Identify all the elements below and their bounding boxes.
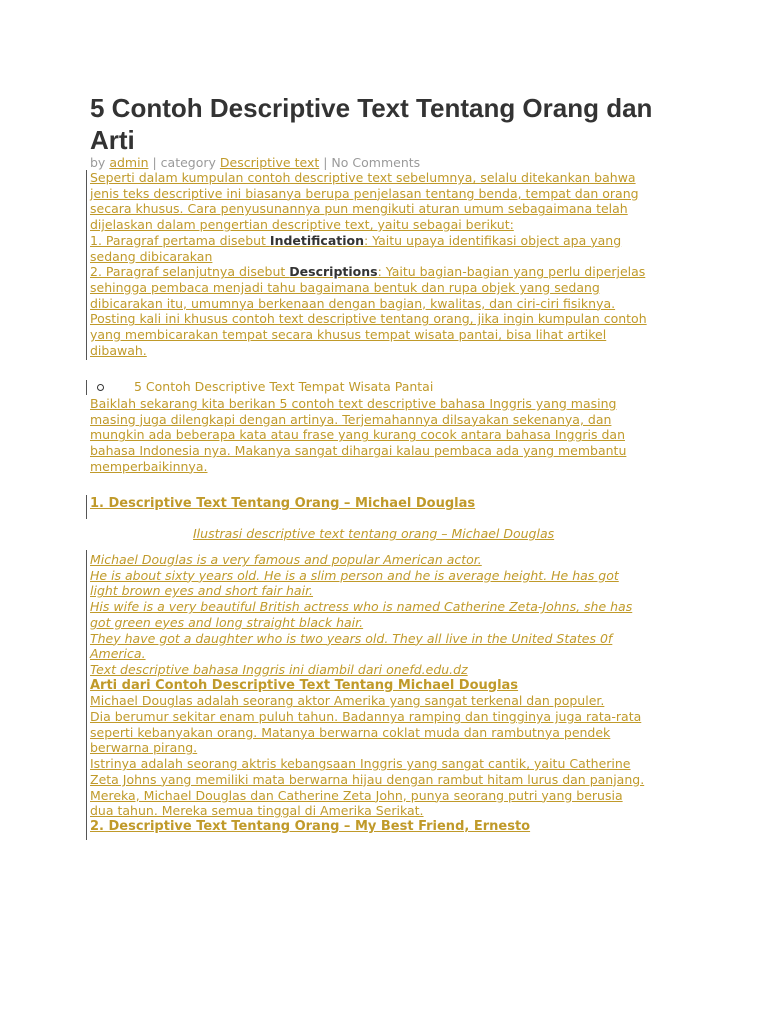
english-line-2[interactable]: He is about sixty years old. He is a slim person and he is average height. He has got xyxy=(90,567,619,583)
section2-heading[interactable]: 2. Descriptive Text Tentang Orang – My Best Friend, Ernesto xyxy=(90,818,531,834)
item1-prefix: 1. Paragraf pertama disebut xyxy=(90,232,270,248)
english-line-5[interactable]: got green eyes and long straight black hair. xyxy=(90,614,364,630)
indonesian-line-5[interactable]: Istrinya adalah seorang aktris kebangsaan Inggris yang sangat cantik, yaitu Catherine xyxy=(90,756,631,772)
bullet-circle-icon xyxy=(97,384,104,391)
image-caption[interactable]: Ilustrasi descriptive text tentang orang – Michael Douglas xyxy=(193,526,555,541)
closing-line-2[interactable]: yang membicarakan tempat secara khusus tempat wisata pantai, bisa lihat artikel xyxy=(90,327,607,343)
indonesian-line-8[interactable]: dua tahun. Mereka semua tinggal di Amerika Serikat. xyxy=(90,803,424,819)
author-link[interactable]: admin xyxy=(109,155,149,170)
indonesian-line-3[interactable]: seperti kebanyakan orang. Matanya berwarna coklat muda dan rambutnya pendek xyxy=(90,724,611,740)
lead-line-3[interactable]: mungkin ada beberapa kata atau frase yang kurang cocok antara bahasa Inggris dan xyxy=(90,427,625,443)
intro-line-3[interactable]: secara khusus. Cara penyusunannya pun mengikuti aturan umum sebagaimana telah xyxy=(90,201,628,217)
paragraph-item-2-line-3[interactable]: dibicarakan itu, umumnya berkenaan dengan bagian, kwalitas, dan ciri-ciri fisiknya. xyxy=(90,295,616,311)
item1-bold-term: Indetification xyxy=(269,232,365,248)
arti-heading[interactable]: Arti dari Contoh Descriptive Text Tentang Michael Douglas xyxy=(90,677,519,693)
lead-line-2[interactable]: masing juga dilengkapi dengan artinya. Terjemahannya dilsayakan sekenanya, dan xyxy=(90,411,612,427)
meta-comments: | No Comments xyxy=(323,155,421,170)
indonesian-line-4[interactable]: berwarna pirang. xyxy=(90,740,198,756)
intro-line-1[interactable]: Seperti dalam kumpulan contoh descriptive text sebelumnya, selalu ditekankan bahwa xyxy=(90,170,636,185)
indonesian-line-7[interactable]: Mereka, Michael Douglas dan Catherine Zeta John, punya seorang putri yang berusia xyxy=(90,787,623,803)
post-meta xyxy=(90,155,420,171)
english-line-6[interactable]: They have got a daughter who is two years old. They all live in the United States 0f xyxy=(90,630,613,646)
category-link[interactable]: Descriptive text xyxy=(219,155,320,170)
english-line-4[interactable]: His wife is a very beautiful British actress who is named Catherine Zeta-Johns, she has xyxy=(90,599,633,615)
page-title: 5 Contoh Descriptive Text Tentang Orang dan Arti xyxy=(90,93,653,155)
section1-body xyxy=(90,552,690,835)
section1-heading-block xyxy=(90,496,690,512)
intro-line-2[interactable]: jenis teks descriptive ini biasanya berupa penjelasan tentang benda, tempat dan orang xyxy=(90,185,639,201)
meta-category-label: | category xyxy=(152,155,216,170)
related-article-link[interactable]: 5 Contoh Descriptive Text Tempat Wisata Pantai xyxy=(134,379,434,394)
item1-suffix: : Yaitu upaya identifikasi object apa yang xyxy=(364,232,622,248)
intro-block xyxy=(90,170,690,358)
quote-bar-body xyxy=(86,550,87,840)
item2-suffix: : Yaitu bagian-bagian yang perlu diperjelas xyxy=(377,264,646,280)
closing-line-3[interactable]: dibawah. xyxy=(90,342,147,358)
related-article-item xyxy=(97,379,433,395)
paragraph-item-2-line-2[interactable]: sehingga pembaca menjadi tahu bagaimana bentuk dan rupa objek yang sedang xyxy=(90,279,600,295)
indonesian-line-2[interactable]: Dia berumur sekitar enam puluh tahun. Badannya ramping dan tingginya juga rata-rata xyxy=(90,709,642,725)
quote-bar-intro xyxy=(86,170,87,360)
intro-line-4[interactable]: dijelaskan dalam pengertian descriptive text, yaitu sebagai berikut: xyxy=(90,217,514,233)
indonesian-line-6[interactable]: Zeta Johns yang memiliki mata berwarna hijau dengan rambut hitam lurus dan panjang. xyxy=(90,771,645,787)
english-line-3[interactable]: light brown eyes and short fair hair. xyxy=(90,583,314,599)
lead-line-4[interactable]: bahasa Indonesia nya. Makanya sangat dihargai kalau pembaca ada yang membantu xyxy=(90,443,627,459)
section1-heading[interactable]: 1. Descriptive Text Tentang Orang – Michael Douglas xyxy=(90,496,476,511)
paragraph-item-1-line-2[interactable]: sedang dibicarakan xyxy=(90,248,213,264)
english-line-1[interactable]: Michael Douglas is a very famous and popular American actor. xyxy=(90,552,482,567)
english-line-7[interactable]: America. xyxy=(90,646,146,662)
quote-bar-heading xyxy=(86,495,87,519)
paragraph-item-2[interactable] xyxy=(90,264,690,280)
lead-block xyxy=(90,396,690,475)
quote-bar-list xyxy=(86,380,87,395)
english-source-line[interactable]: Text descriptive bahasa Inggris ini diambil dari onefd.edu.dz xyxy=(90,661,468,677)
paragraph-item-1[interactable] xyxy=(90,233,690,249)
lead-line-5[interactable]: memperbaikinnya. xyxy=(90,458,208,474)
meta-by-label: by xyxy=(90,155,106,170)
lead-line-1[interactable]: Baiklah sekarang kita berikan 5 contoh text descriptive bahasa Inggris yang masing xyxy=(90,396,617,411)
indonesian-line-1[interactable]: Michael Douglas adalah seorang aktor Amerika yang sangat terkenal dan populer. xyxy=(90,693,605,709)
item2-bold-term: Descriptions xyxy=(289,264,378,280)
item2-prefix: 2. Paragraf selanjutnya disebut xyxy=(90,264,290,280)
closing-line-1[interactable]: Posting kali ini khusus contoh text descriptive tentang orang, jika ingin kumpulan contoh xyxy=(90,311,647,327)
